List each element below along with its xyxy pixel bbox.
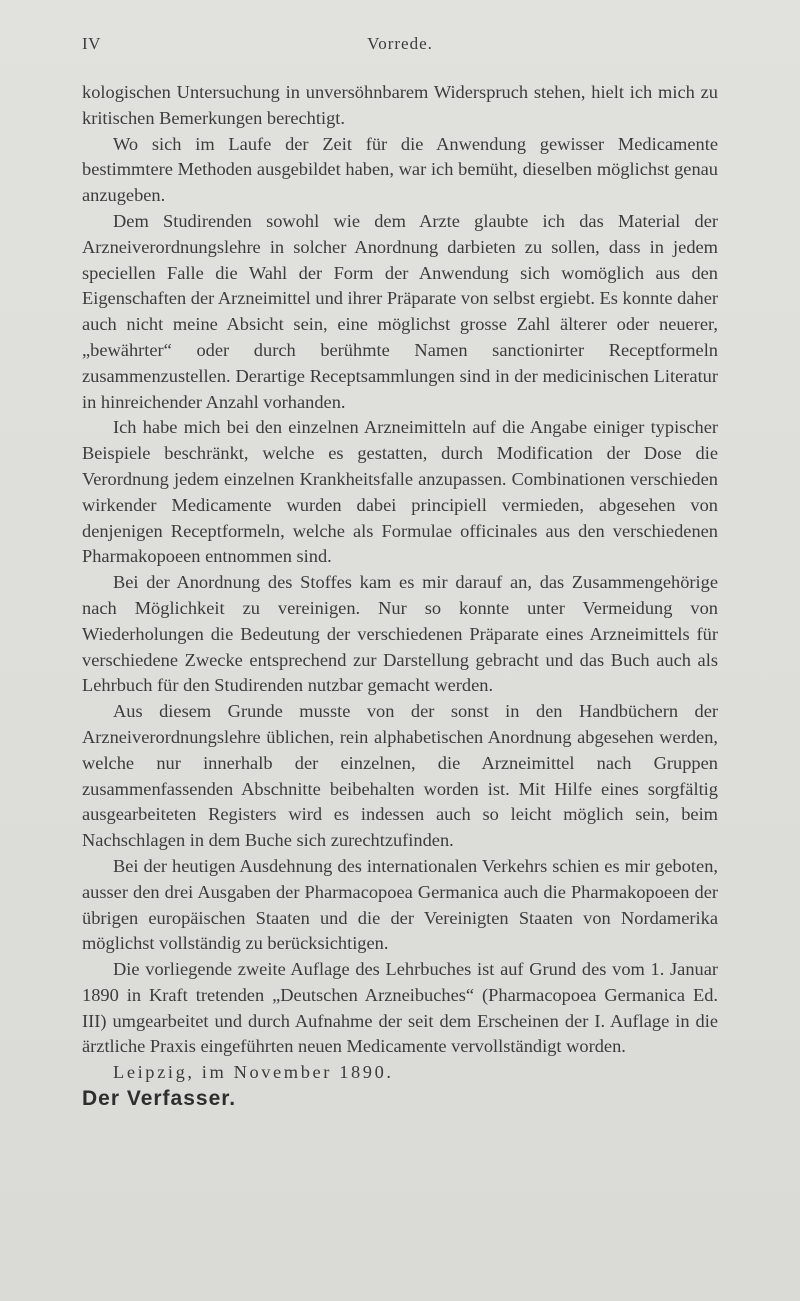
page-number: IV bbox=[82, 34, 101, 53]
paragraph: Dem Studirenden sowohl wie dem Arzte glaubte ich das Material der Arzneiverordnungslehre in solcher Anordnung darbieten zu sollen, dass in jedem speciellen Falle die Wahl der Form der Anwendung sich womöglich aus den Eigenschaften der Arzneimittel und ihrer Präparate von selbst ergiebt. Es konnte daher auch nicht meine Absicht sein, eine möglichst grosse Zahl älterer oder neuerer, „bewährter“ oder durch berühmte Namen sanctionirter Receptformeln zusammenzustellen. Derartige Receptsammlungen sind in der medicinischen Literatur in hinreichender Anzahl vorhanden. bbox=[82, 210, 718, 412]
preface-text bbox=[82, 80, 718, 1112]
paragraph: Ich habe mich bei den einzelnen Arzneimitteln auf die Angabe einiger typischer Beispiele beschränkt, welche es gestatten, durch Modification der Dose die Verordnung jedem einzelnen Krankheitsfalle anzupassen. Combinationen verschieden wirkender Medicamente wurden dabei principiell vermieden, abgesehen von denjenigen Receptformeln, welche als Formulae officinales aus den verschiedenen Pharmakopoeen entnommen sind. bbox=[82, 417, 718, 567]
page-header bbox=[82, 34, 718, 56]
dateline: Leipzig, im November 1890. bbox=[113, 1062, 394, 1083]
paragraph: Die vorliegende zweite Auflage des Lehrbuches ist auf Grund des vom 1. Januar 1890 in Kraft tretenden „Deutschen Arzneibuches“ (Pharmacopoea Germanica Ed. III) umgearbeitet und durch Aufnahme der seit dem Erscheinen der I. Auflage in die ärztliche Praxis eingeführten neuen Medicamente vervollständigt worden. bbox=[82, 959, 718, 1057]
paragraph: Wo sich im Laufe der Zeit für die Anwendung gewisser Medicamente bestimmtere Methoden ausgebildet haben, war ich bemüht, dieselben möglichst genau anzugeben. bbox=[82, 133, 718, 206]
paragraph: Bei der Anordnung des Stoffes kam es mir darauf an, das Zusammengehörige nach Möglichkeit zu vereinigen. Nur so konnte unter Vermeidung von Wiederholungen die Bedeutung der verschiedenen Präparate eines Arzneimittels für verschiedene Zwecke entsprechend zur Darstellung gebracht und das Buch auch als Lehrbuch für den Studirenden nutzbar gemacht werden. bbox=[82, 572, 718, 696]
running-title: Vorrede. bbox=[367, 34, 433, 53]
paragraph: kologischen Untersuchung in unversöhnbarem Widerspruch stehen, hielt ich mich zu kritischen Bemerkungen berechtigt. bbox=[82, 82, 718, 128]
paragraph: Aus diesem Grunde musste von der sonst in den Handbüchern der Arzneiverordnungslehre üblichen, rein alphabetischen Anordnung abgesehen werden, welche nur innerhalb der einzelnen, die Arzneimittel nach Gruppen zusammenfassenden Abschnitte beibehalten worden ist. Mit Hilfe eines sorgfältig ausgearbeiteten Registers wird es indessen auch so leicht möglich sein, beim Nachschlagen in dem Buche sich zurechtzufinden. bbox=[82, 701, 718, 851]
author-signature: Der Verfasser. bbox=[82, 1087, 237, 1111]
paragraph: Bei der heutigen Ausdehnung des internationalen Verkehrs schien es mir geboten, ausser den drei Ausgaben der Pharmacopoea Germanica auch die Pharmakopoeen der übrigen europäischen Staaten und die der Vereinigten Staaten von Nordamerika möglichst vollständig zu berücksichtigen. bbox=[82, 855, 718, 954]
